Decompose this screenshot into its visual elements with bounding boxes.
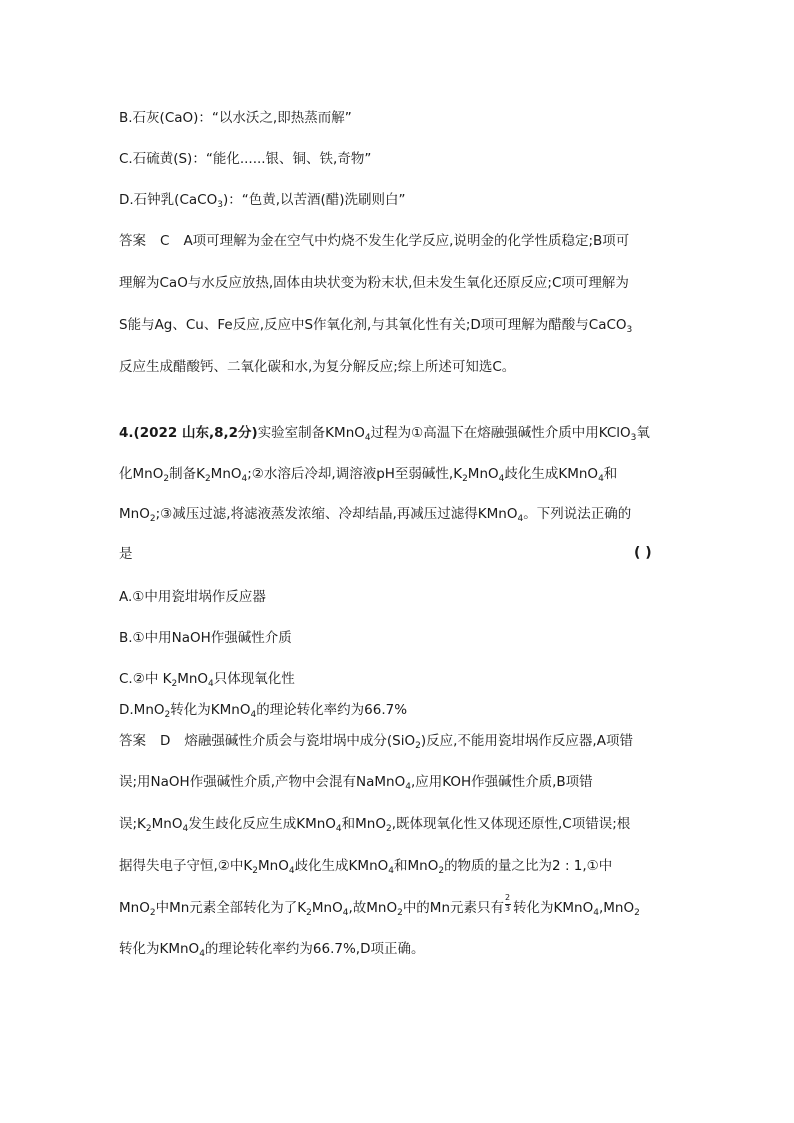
answer-prev-line-2: 理解为CaO与水反应放热,固体由块状变为粉末状,但未发生氧化还原反应;C项可理解为 — [119, 275, 629, 291]
question-4-line-1: 4.(2022 山东,8,2分)实验室制备KMnO$_4$过程为①高温下在熔融强碱性介质中用KClO$_3$氧 — [119, 425, 650, 443]
answer-4-line-1: 答案 D 熔融强碱性介质会与瓷坩埚中成分(SiO$_2$)反应,不能用瓷坩埚作反应器,A项错 — [119, 733, 633, 751]
question-4-line-4: 是 — [119, 546, 133, 562]
answer-label: 答案 — [119, 733, 146, 749]
answer-4-line-5: MnO$_2$中Mn元素全部转化为了$K_2MnO_4$,故MnO$_2$中的Mn元素只有 $\frac{2}{3}$ 转化为KMnO$_4$,MnO$_2$ — [119, 893, 640, 918]
option-b: B.①中用NaOH作强碱性介质 — [119, 630, 292, 646]
answer-choice: C — [160, 233, 170, 249]
answer-prev-line-3: S能与Ag、Cu、Fe反应,反应中S作氧化剂,与其氧化性有关;D项可理解为醋酸与CaCO$_3$ — [119, 317, 633, 335]
answer-prev-line-1: 答案 C A项可理解为金在空气中灼烧不发生化学反应,说明金的化学性质稳定;B项可 — [119, 233, 630, 249]
option-d-prev: D.石钟乳(CaCO$_3$)：“色黄,以苦酒(醋)洗刷则白” — [119, 192, 406, 210]
answer-label: 答案 — [119, 233, 146, 249]
option-a: A.①中用瓷坩埚作反应器 — [119, 589, 266, 605]
question-4-line-2: 化MnO$_2$制备$K_2MnO_4;②$水溶后冷却,调溶液pH至弱碱性$,K_2MnO_4$歧化生成KMnO$_4$和 — [119, 466, 618, 484]
answer-choice: D — [160, 733, 171, 749]
answer-4-line-3: 误$;K_2MnO_4$发生歧化反应生成KMnO$_4$和MnO$_2$,既体现氧化性又体现还原性,C项错误;根 — [119, 816, 631, 834]
fraction-two-thirds: $\frac{2}{3}$ — [505, 893, 511, 913]
answer-4-line-6: 转化为KMnO$_4$的理论转化率约为66.7%,D项正确。 — [119, 941, 425, 959]
question-4-line-3: MnO$_2$;③减压过滤,将滤液蒸发浓缩、冷却结晶,再减压过滤得KMnO$_4$。下列说法正确的 — [119, 506, 632, 524]
option-c-prev: C.石硫黄(S)：“能化......银、铜、铁,奇物” — [119, 151, 372, 167]
option-b-prev: B.石灰(CaO)：“以水沃之,即热蒸而解” — [119, 110, 352, 126]
answer-prev-line-4: 反应生成醋酸钙、二氧化碳和水,为复分解反应;综上所述可知选C。 — [119, 359, 516, 375]
question-source: 4.(2022 山东,8,2分) — [119, 425, 258, 441]
answer-blank-parentheses: ( ) — [634, 545, 652, 561]
answer-4-line-4: 据得失电子守恒,②中$K_2MnO_4$歧化生成KMnO$_4$和MnO$_2$的物质的量之比为2 : 1,①中 — [119, 858, 613, 876]
option-c: C.②中 $K_2MnO_4$只体现氧化性 — [119, 671, 295, 689]
option-d: D.MnO$_2$转化为KMnO$_4$的理论转化率约为66.7% — [119, 702, 408, 720]
answer-4-line-2: 误;用NaOH作强碱性介质,产物中会混有NaMnO$_4$,应用KOH作强碱性介质,B项错 — [119, 774, 593, 792]
